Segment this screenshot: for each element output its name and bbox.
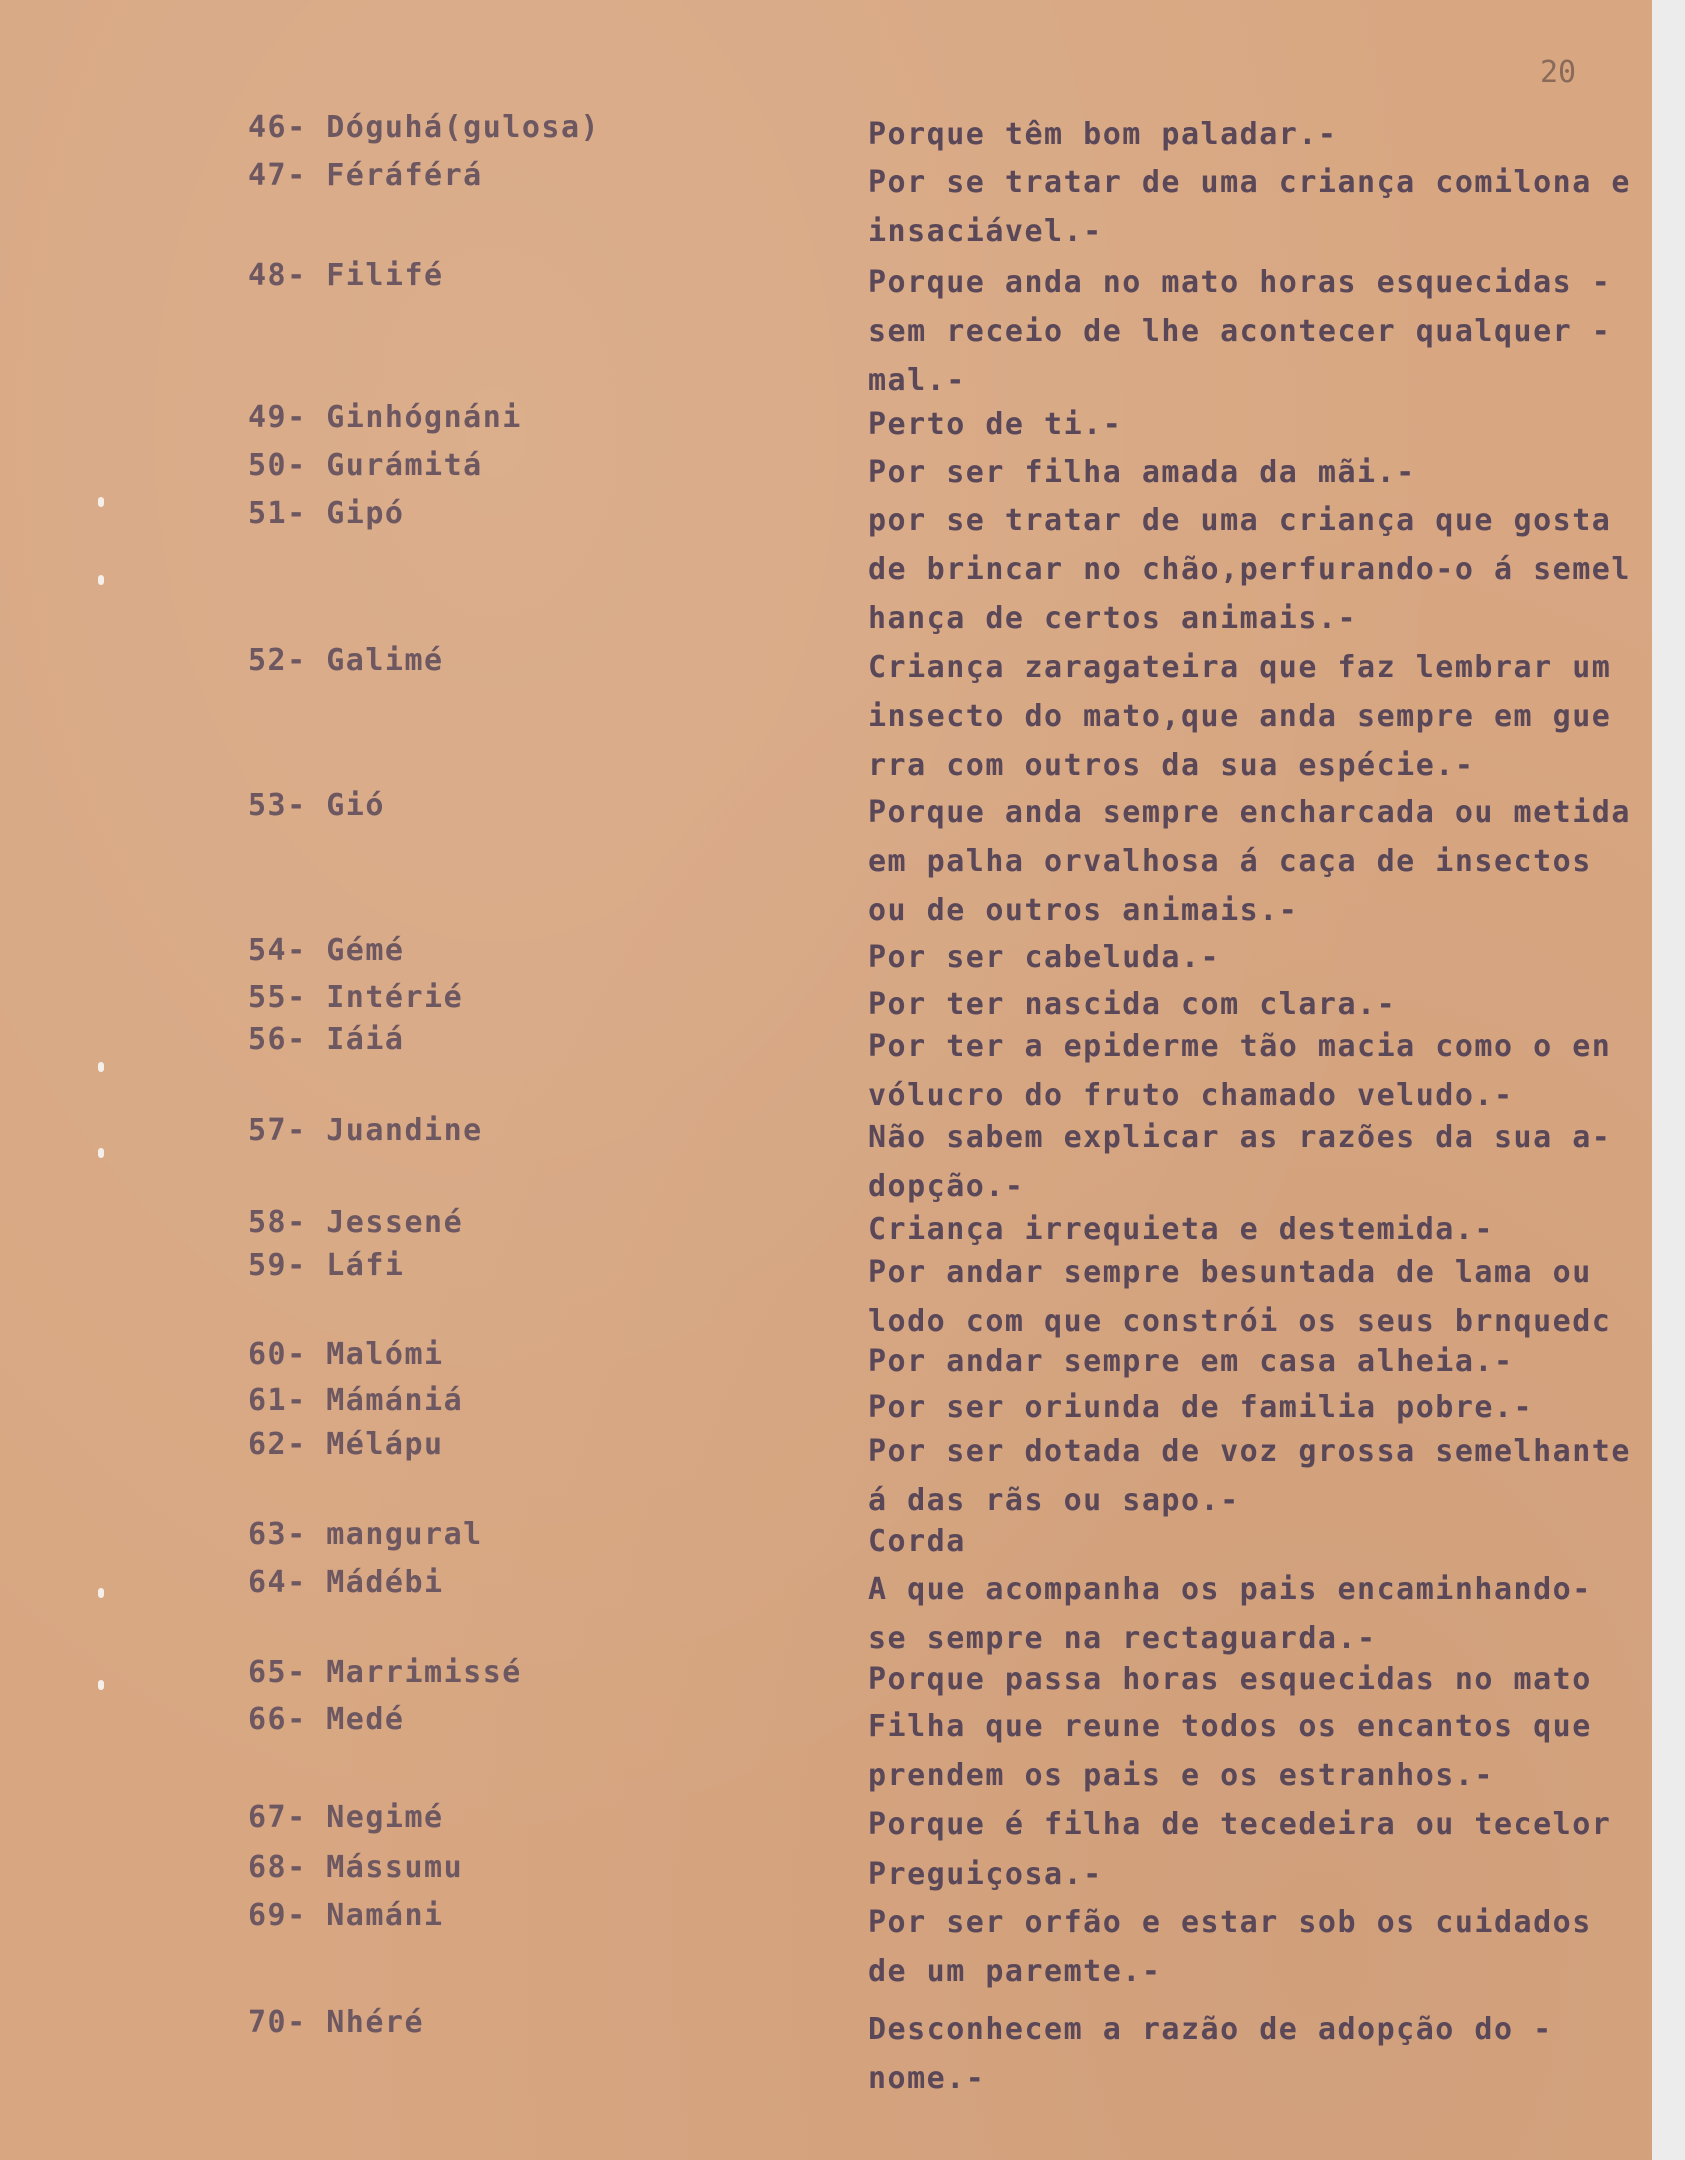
binder-hole [98, 1062, 104, 1072]
entry-reason: por se tratar de uma criança que gosta de brincar no chão,perfurando-o á semel hança de certos animais.- [868, 503, 1631, 636]
binder-hole [98, 1148, 104, 1158]
entry-reason: Por ser dotada de voz grossa semelhante á das rãs ou sapo.- [868, 1434, 1631, 1518]
page-number: 20 [1540, 55, 1577, 90]
entry-name: 67- Negimé [248, 1800, 444, 1835]
entry-name: 68- Mássumu [248, 1850, 464, 1885]
entry-reason: Por ter nascida com clara.- [868, 987, 1397, 1022]
entry-name: 46- Dóguhá(gulosa) [248, 110, 601, 145]
entry-reason: Por ser filha amada da mãi.- [868, 455, 1416, 490]
entry-name: 47- Féráférá [248, 158, 483, 193]
entry-name: 50- Gurámitá [248, 448, 483, 483]
entry-reason: Por ser cabeluda.- [868, 940, 1221, 975]
entry-reason: Por ser oriunda de familia pobre.- [868, 1390, 1534, 1425]
entry-name: 52- Galimé [248, 643, 444, 678]
entry-reason: A que acompanha os pais encaminhando- se sempre na rectaguarda.- [868, 1572, 1592, 1656]
entry-name: 48- Filifé [248, 258, 444, 293]
entry-reason: Por se tratar de uma criança comilona e insaciável.- [868, 165, 1631, 249]
entry-name: 49- Ginhógnáni [248, 400, 522, 435]
entry-name: 55- Intérié [248, 980, 464, 1015]
entry-name: 57- Juandine [248, 1113, 483, 1148]
entry-reason: Filha que reune todos os encantos que prendem os pais e os estranhos.- [868, 1709, 1592, 1793]
binder-hole [98, 1588, 104, 1598]
entry-reason: Por ser orfão e estar sob os cuidados de um paremte.- [868, 1905, 1592, 1989]
entry-reason: Por andar sempre em casa alheia.- [868, 1344, 1514, 1379]
entry-name: 66- Medé [248, 1702, 405, 1737]
entry-name: 64- Mádébi [248, 1565, 444, 1600]
entry-reason: Perto de ti.- [868, 407, 1123, 442]
entry-reason: Não sabem explicar as razões da sua a- dopção.- [868, 1120, 1612, 1204]
entry-name: 61- Mámániá [248, 1383, 464, 1418]
entry-reason: Porque anda no mato horas esquecidas - sem receio de lhe acontecer qualquer - mal.- [868, 265, 1612, 398]
binder-hole [98, 575, 104, 585]
entry-reason: Corda [868, 1524, 966, 1559]
entry-reason: Por andar sempre besuntada de lama ou lodo com que constrói os seus brnquedc [868, 1255, 1612, 1339]
entry-name: 60- Malómi [248, 1337, 444, 1372]
entry-reason: Criança irrequieta e destemida.- [868, 1212, 1494, 1247]
entry-reason: Preguiçosa.- [868, 1857, 1103, 1892]
entry-name: 65- Marrimissé [248, 1655, 522, 1690]
entry-reason: Criança zaragateira que faz lembrar um insecto do mato,que anda sempre em gue rra com outros da sua espécie.- [868, 650, 1612, 783]
entry-name: 69- Namáni [248, 1898, 444, 1933]
entry-reason: Por ter a epiderme tão macia como o en vólucro do fruto chamado veludo.- [868, 1029, 1612, 1113]
scan-margin [1652, 0, 1685, 2160]
entry-name: 56- Iáiá [248, 1022, 405, 1057]
entry-reason: Porque passa horas esquecidas no mato [868, 1662, 1592, 1697]
binder-hole [98, 497, 104, 507]
entry-name: 70- Nhéré [248, 2005, 425, 2040]
entry-name: 51- Gipó [248, 496, 405, 531]
entry-name: 53- Gió [248, 788, 385, 823]
entry-reason: Porque anda sempre encharcada ou metida em palha orvalhosa á caça de insectos ou de outros animais.- [868, 795, 1631, 928]
entry-reason: Desconhecem a razão de adopção do - nome.- [868, 2012, 1553, 2096]
entry-name: 63- mangural [248, 1517, 483, 1552]
entry-name: 58- Jessené [248, 1205, 464, 1240]
entry-reason: Porque é filha de tecedeira ou tecelor [868, 1807, 1612, 1842]
entry-reason: Porque têm bom paladar.- [868, 117, 1338, 152]
entry-name: 59- Láfi [248, 1248, 405, 1283]
binder-hole [98, 1680, 104, 1690]
entry-name: 62- Mélápu [248, 1427, 444, 1462]
entry-name: 54- Gémé [248, 933, 405, 968]
